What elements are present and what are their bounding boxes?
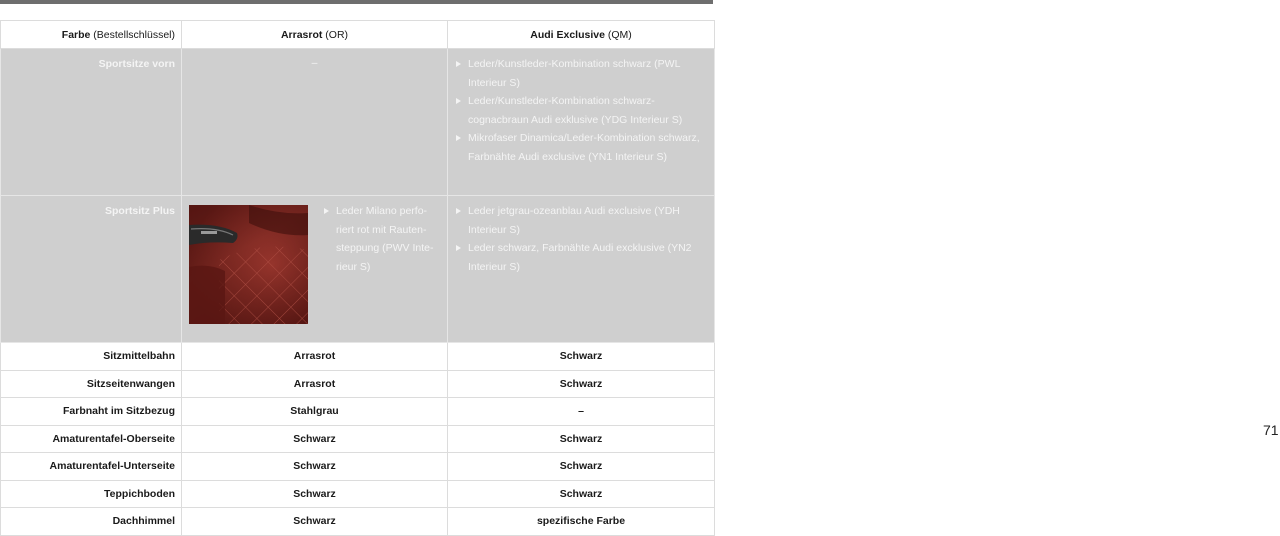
exclusive-value: Schwarz: [448, 480, 715, 508]
exclusive-value: Schwarz: [448, 343, 715, 371]
header-farbe: Farbe (Bestellschlüssel): [1, 21, 182, 49]
arrasrot-value: Schwarz: [182, 425, 448, 453]
row-sportsitze-vorn: [1, 49, 715, 196]
arrasrot-value: Schwarz: [182, 480, 448, 508]
header-row: [1, 21, 715, 49]
table-row: [1, 480, 715, 508]
list-item: Leder schwarz, Farbnähte Audi excklusive (YN2 Interieur S): [468, 239, 708, 276]
page-number: 71: [1263, 422, 1279, 438]
exclusive-list-cell: [448, 49, 715, 196]
row-label: Dachhimmel: [1, 508, 182, 536]
arrasrot-value: –: [182, 49, 448, 196]
list-item: Leder/Kunstleder-Kombination schwarz-cognacbraun Audi exklusive (YDG Interieur S): [468, 92, 708, 129]
arrasrot-value: Arrasrot: [182, 343, 448, 371]
exclusive-value: Schwarz: [448, 425, 715, 453]
table-row: [1, 370, 715, 398]
exclusive-value: Schwarz: [448, 453, 715, 481]
arrasrot-value: Arrasrot: [182, 370, 448, 398]
table-row: [1, 508, 715, 536]
row-label: Sportsitz Plus: [1, 196, 182, 343]
row-sportsitz-plus: [1, 196, 715, 343]
exclusive-list: [454, 196, 708, 276]
exclusive-list: [454, 49, 708, 166]
exclusive-list-cell: [448, 196, 715, 343]
row-label: Sportsitze vorn: [1, 49, 182, 196]
arrasrot-value: Stahlgrau: [182, 398, 448, 426]
row-label: Teppichboden: [1, 480, 182, 508]
arrasrot-seat-cell: [182, 196, 448, 343]
arrasrot-list-wrap: [322, 196, 442, 276]
list-item: Mikrofaser Dinamica/Leder-Kombination schwarz, Farbnähte Audi exclusive (YN1 Interieur S): [468, 129, 708, 166]
list-item: Leder Milano perfo-riert rot mit Rauten-steppung (PWV Inte-rieur S): [336, 202, 442, 276]
list-item: Leder/Kunstleder-Kombination schwarz (PWL Interieur S): [468, 55, 708, 92]
table-row: [1, 343, 715, 371]
arrasrot-value: Schwarz: [182, 453, 448, 481]
table-row: [1, 453, 715, 481]
exclusive-value: Schwarz: [448, 370, 715, 398]
header-exclusive: Audi Exclusive (QM): [448, 21, 715, 49]
arrasrot-list: [322, 196, 442, 276]
row-label: Sitzseitenwangen: [1, 370, 182, 398]
row-label: Amaturentafel-Unterseite: [1, 453, 182, 481]
list-item: Leder jetgrau-ozeanblau Audi exclusive (YDH Interieur S): [468, 202, 708, 239]
row-label: Farbnaht im Sitzbezug: [1, 398, 182, 426]
table-row: [1, 398, 715, 426]
seat-image: [189, 205, 308, 324]
table-row: [1, 425, 715, 453]
row-label: Amaturentafel-Oberseite: [1, 425, 182, 453]
header-arrasrot: Arrasrot (OR): [182, 21, 448, 49]
arrasrot-value: Schwarz: [182, 508, 448, 536]
top-rule: [0, 0, 713, 4]
row-label: Sitzmittelbahn: [1, 343, 182, 371]
color-table: [0, 20, 715, 536]
exclusive-value: –: [448, 398, 715, 426]
exclusive-value: spezifische Farbe: [448, 508, 715, 536]
